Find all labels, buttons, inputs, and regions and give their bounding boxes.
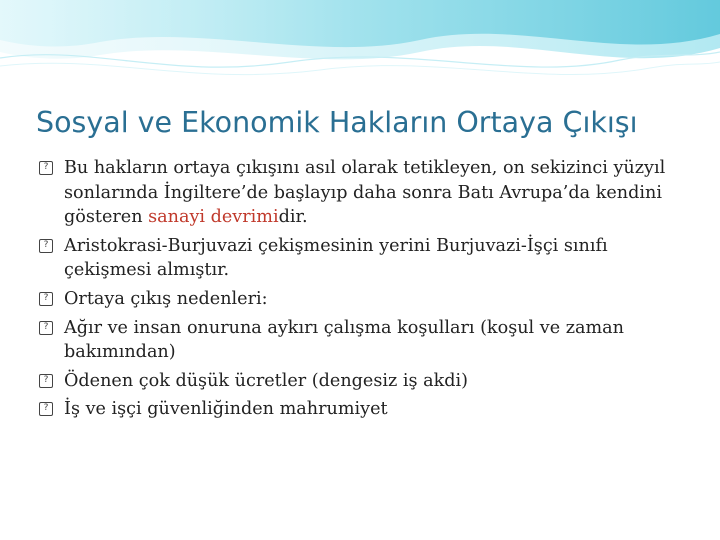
bullet-text: Ağır ve insan onuruna aykırı çalışma koşulları (koşul ve zaman bakımından) (64, 317, 624, 363)
slide-title: Sosyal ve Ekonomik Hakların Ortaya Çıkışı (36, 106, 638, 139)
bullet-text: Aristokrasi-Burjuvazi çekişmesinin yerini Burjuvazi-İşçi sınıfı çekişmesi almıştır. (64, 235, 608, 281)
bullet-item (36, 316, 696, 365)
highlighted-term: sanayi devrimi (148, 207, 279, 228)
bullet-text-end: dir. (278, 207, 308, 228)
bullet-text: İş ve işçi güvenliğinden mahrumiyet (64, 399, 388, 420)
bullet-text: Ödenen çok düşük ücretler (dengesiz iş akdi) (64, 370, 469, 391)
bullet-marker-icon: ? (39, 402, 53, 416)
decorative-wave-header (0, 0, 720, 100)
bullet-item (36, 287, 696, 312)
bullet-text: Bu hakların ortaya çıkışını asıl olarak tetikleyen, on sekizinci yüzyıl sonlarında İngiltere’de başlayıp daha sonra Batı Avrupa’da kendini gösteren (64, 158, 666, 228)
bullet-list (36, 156, 696, 426)
bullet-item (36, 156, 696, 230)
bullet-item (36, 234, 696, 283)
bullet-marker-icon: ? (39, 292, 53, 306)
bullet-marker-icon: ? (39, 321, 53, 335)
bullet-item (36, 397, 696, 422)
bullet-marker-icon: ? (39, 239, 53, 253)
bullet-item (36, 369, 696, 394)
bullet-marker-icon: ? (39, 374, 53, 388)
bullet-text: Ortaya çıkış nedenleri: (64, 288, 268, 309)
bullet-marker-icon: ? (39, 161, 53, 175)
